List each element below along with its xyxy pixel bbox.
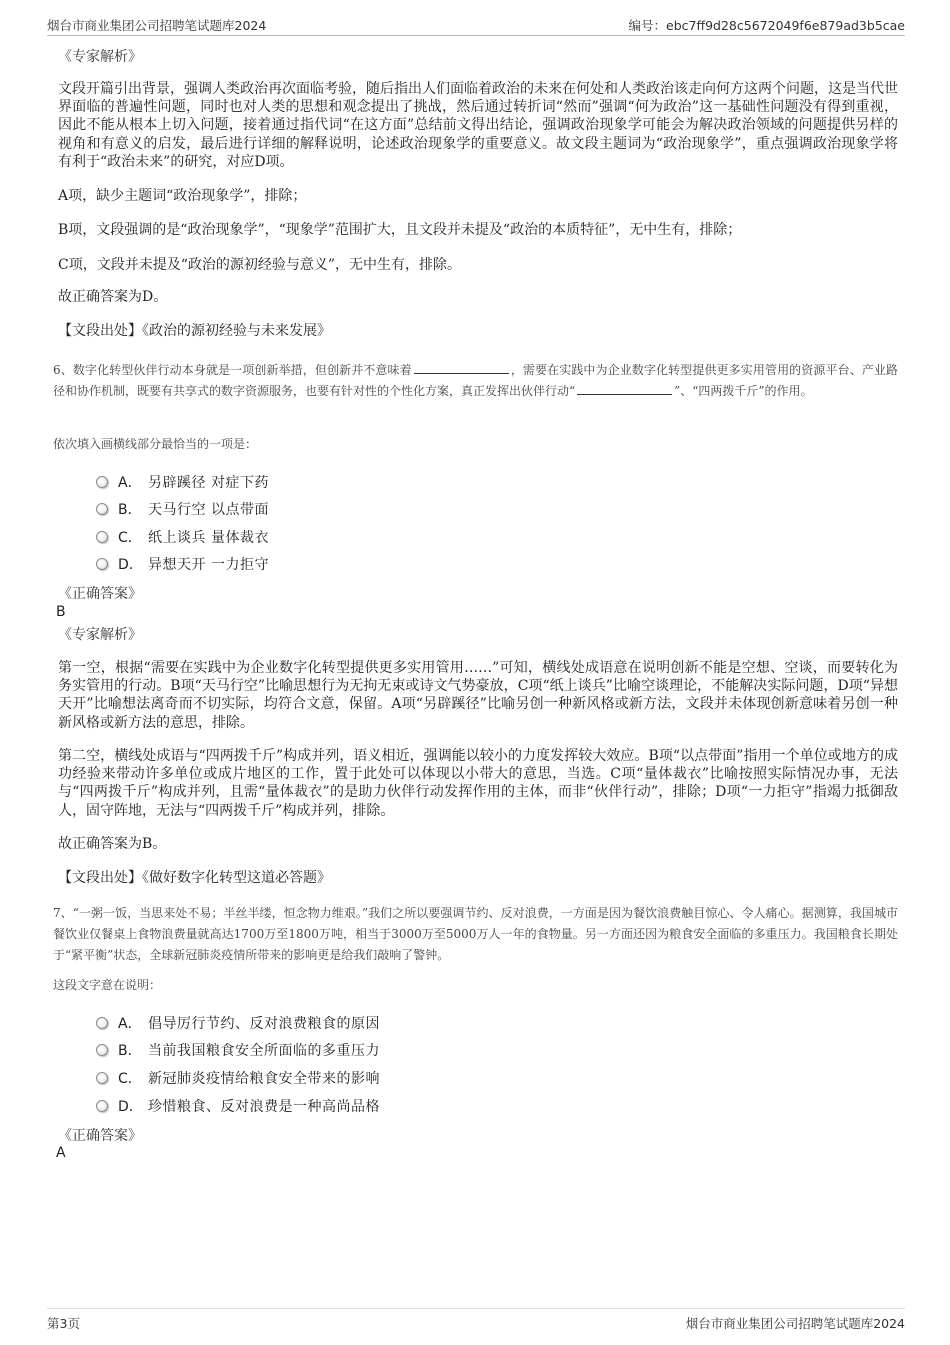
page-number: 第3页 [47,1316,80,1331]
radio-icon[interactable] [96,558,108,570]
q5-conclusion: 故正确答案为D。 [58,289,168,305]
radio-icon[interactable] [96,1044,108,1056]
option-letter: D． [118,557,143,573]
q6-stem-part-3: ”、“四两拨千斤”的作用。 [674,384,813,398]
header-title: 烟台市商业集团公司招聘笔试题库2024 [47,18,267,33]
radio-icon[interactable] [96,476,108,488]
q7-answer-label: 《正确答案》 [58,1128,142,1144]
q7-answer: A [56,1145,66,1161]
q6-analysis-second-blank: 第二空，横线处成语与“四两拨千斤”构成并列，语义相近，强调能以较小的力度发挥较大效应。B项“以点带面”指用一个单位或地方的成功经验来带动许多单位或成片地区的工作，置于此处可以体现以小带大的意思，当选。C项“量体裁衣”比喻按照实际情况办事，无法与“四两拨千斤”构成并列，且需“量体裁衣”的是助力伙伴行动发挥作用的主体，而非“伙伴行动”，排除；D项“一力拒守”指竭力抵御敌人，固守阵地，无法与“四两拨千斤”构成并列，排除。 [58,748,898,819]
q5-option-b-analysis: B项，文段强调的是“政治现象学”，“现象学”范围扩大，且文段并未提及“政治的本质特征”，无中生有，排除； [58,222,742,238]
option-letter: C． [118,530,142,546]
q7-stem: 7、“一粥一饭，当思来处不易；半丝半缕，恒念物力维艰。”我们之所以要强调节约、反对浪费，一方面是因为餐饮浪费触目惊心、令人痛心。据测算，我国城市餐饮业仅餐桌上食物浪费量就高达1700万至1800万吨，相当于3000万至5000万人一年的食物量。另一方面还因为粮食安全面临的多重压力。我国粮食长期处于“紧平衡”状态，全球新冠肺炎疫情所带来的影响更是给我们敲响了警钟。 [53,906,898,962]
q6-conclusion: 故正确答案为B。 [58,836,167,852]
q6-source-label: 【文段出处】 [58,870,142,886]
option-text: 倡导厉行节约、反对浪费粮食的原因 [148,1016,380,1032]
option-letter: A． [118,475,142,491]
footer-title: 烟台市商业集团公司招聘笔试题库2024 [685,1316,905,1331]
radio-icon[interactable] [96,531,108,543]
option-letter: B． [118,1043,142,1059]
q5-source-title: 《政治的源初经验与未来发展》 [142,323,331,339]
option-text: 当前我国粮食安全所面临的多重压力 [148,1043,380,1059]
q6-answer: B [56,604,66,620]
option-text: 天马行空 以点带面 [148,502,269,518]
q6-analysis-label: 《专家解析》 [58,627,142,643]
option-letter: A． [118,1016,142,1032]
q5-analysis: 文段开篇引出背景，强调人类政治再次面临考验，随后指出人们面临着政治的未来在何处和人类政治该走向何方这两个问题，这是当代世界面临的普遍性问题，同时也对人类的思想和观念提出了挑战，然后通过转折词“然而”强调“何为政治”这一基础性问题没有得到重视，因此不能从根本上切入问题，接着通过指代词“在这方面”总结前文得出结论，强调政治现象学可能会为解决政治领域的问题提供另样的视角和有意义的启发，最后进行详细的解释说明，论述政治现象学的重要意义。故文段主题词为“政治现象学”，重点强调政治现象学将有利于“政治未来”的研究，对应D项。 [58,81,898,170]
q6-answer-label: 《正确答案》 [58,586,142,602]
radio-icon[interactable] [96,1017,108,1029]
q6-prompt: 依次填入画横线部分最恰当的一项是： [53,437,258,451]
q5-source [58,322,898,340]
q6-analysis-first-blank: 第一空，根据“需要在实践中为企业数字化转型提供更多实用管用……”可知，横线处成语意在说明创新不能是空想、空谈，而要转化为务实管用的行动。B项“天马行空”比喻思想行为无拘无束或诗文气势豪放，C项“纸上谈兵”比喻空谈理论，不能解决实际问题，D项“异想天开”比喻想法离奇而不切实际，均符合文意，保留。A项“另辟蹊径”比喻另创一种新风格或新方法，文段并未体现创新意味着另创一种新风格或新方法的意思，排除。 [58,660,898,731]
option-letter: D． [118,1099,143,1115]
q6-stem [53,360,898,402]
q6-blank-2[interactable] [577,382,672,395]
q5-analysis-label: 《专家解析》 [58,49,142,65]
radio-icon[interactable] [96,1100,108,1112]
q6-blank-1[interactable] [414,361,509,374]
page-header [47,13,905,36]
q6-source-title: 《做好数字化转型这道必答题》 [142,870,331,886]
page-footer [47,1308,905,1333]
q7-prompt: 这段文字意在说明： [53,978,162,992]
header-code: 编号：ebc7ff9d28c5672049f6e879ad3b5cae [628,18,905,33]
q5-option-a-analysis: A项，缺少主题词“政治现象学”，排除； [58,188,307,204]
q5-source-label: 【文段出处】 [58,323,142,339]
option-text: 纸上谈兵 量体裁衣 [148,530,269,546]
option-text: 异想天开 一力拒守 [148,557,269,573]
radio-icon[interactable] [96,1072,108,1084]
option-text: 新冠肺炎疫情给粮食安全带来的影响 [148,1071,380,1087]
option-text: 珍惜粮食、反对浪费是一种高尚品格 [148,1099,380,1115]
option-text: 另辟蹊径 对症下药 [148,475,269,491]
q6-stem-part-1: 6、数字化转型伙伴行动本身就是一项创新举措，但创新并不意味着 [53,363,412,377]
radio-icon[interactable] [96,503,108,515]
q6-source [58,869,898,887]
option-letter: B． [118,502,142,518]
q5-option-c-analysis: C项，文段并未提及“政治的源初经验与意义”，无中生有，排除。 [58,257,462,273]
option-letter: C． [118,1071,142,1087]
q6-stem-part-2: ，需要在实践中为企业数字化转型提供更多实用管用的资源平台、产业路径和协作机制，既要有共享式的数字资源服务，也要有针对性的个性化方案，真正发挥出伙伴行动“ [53,363,898,398]
